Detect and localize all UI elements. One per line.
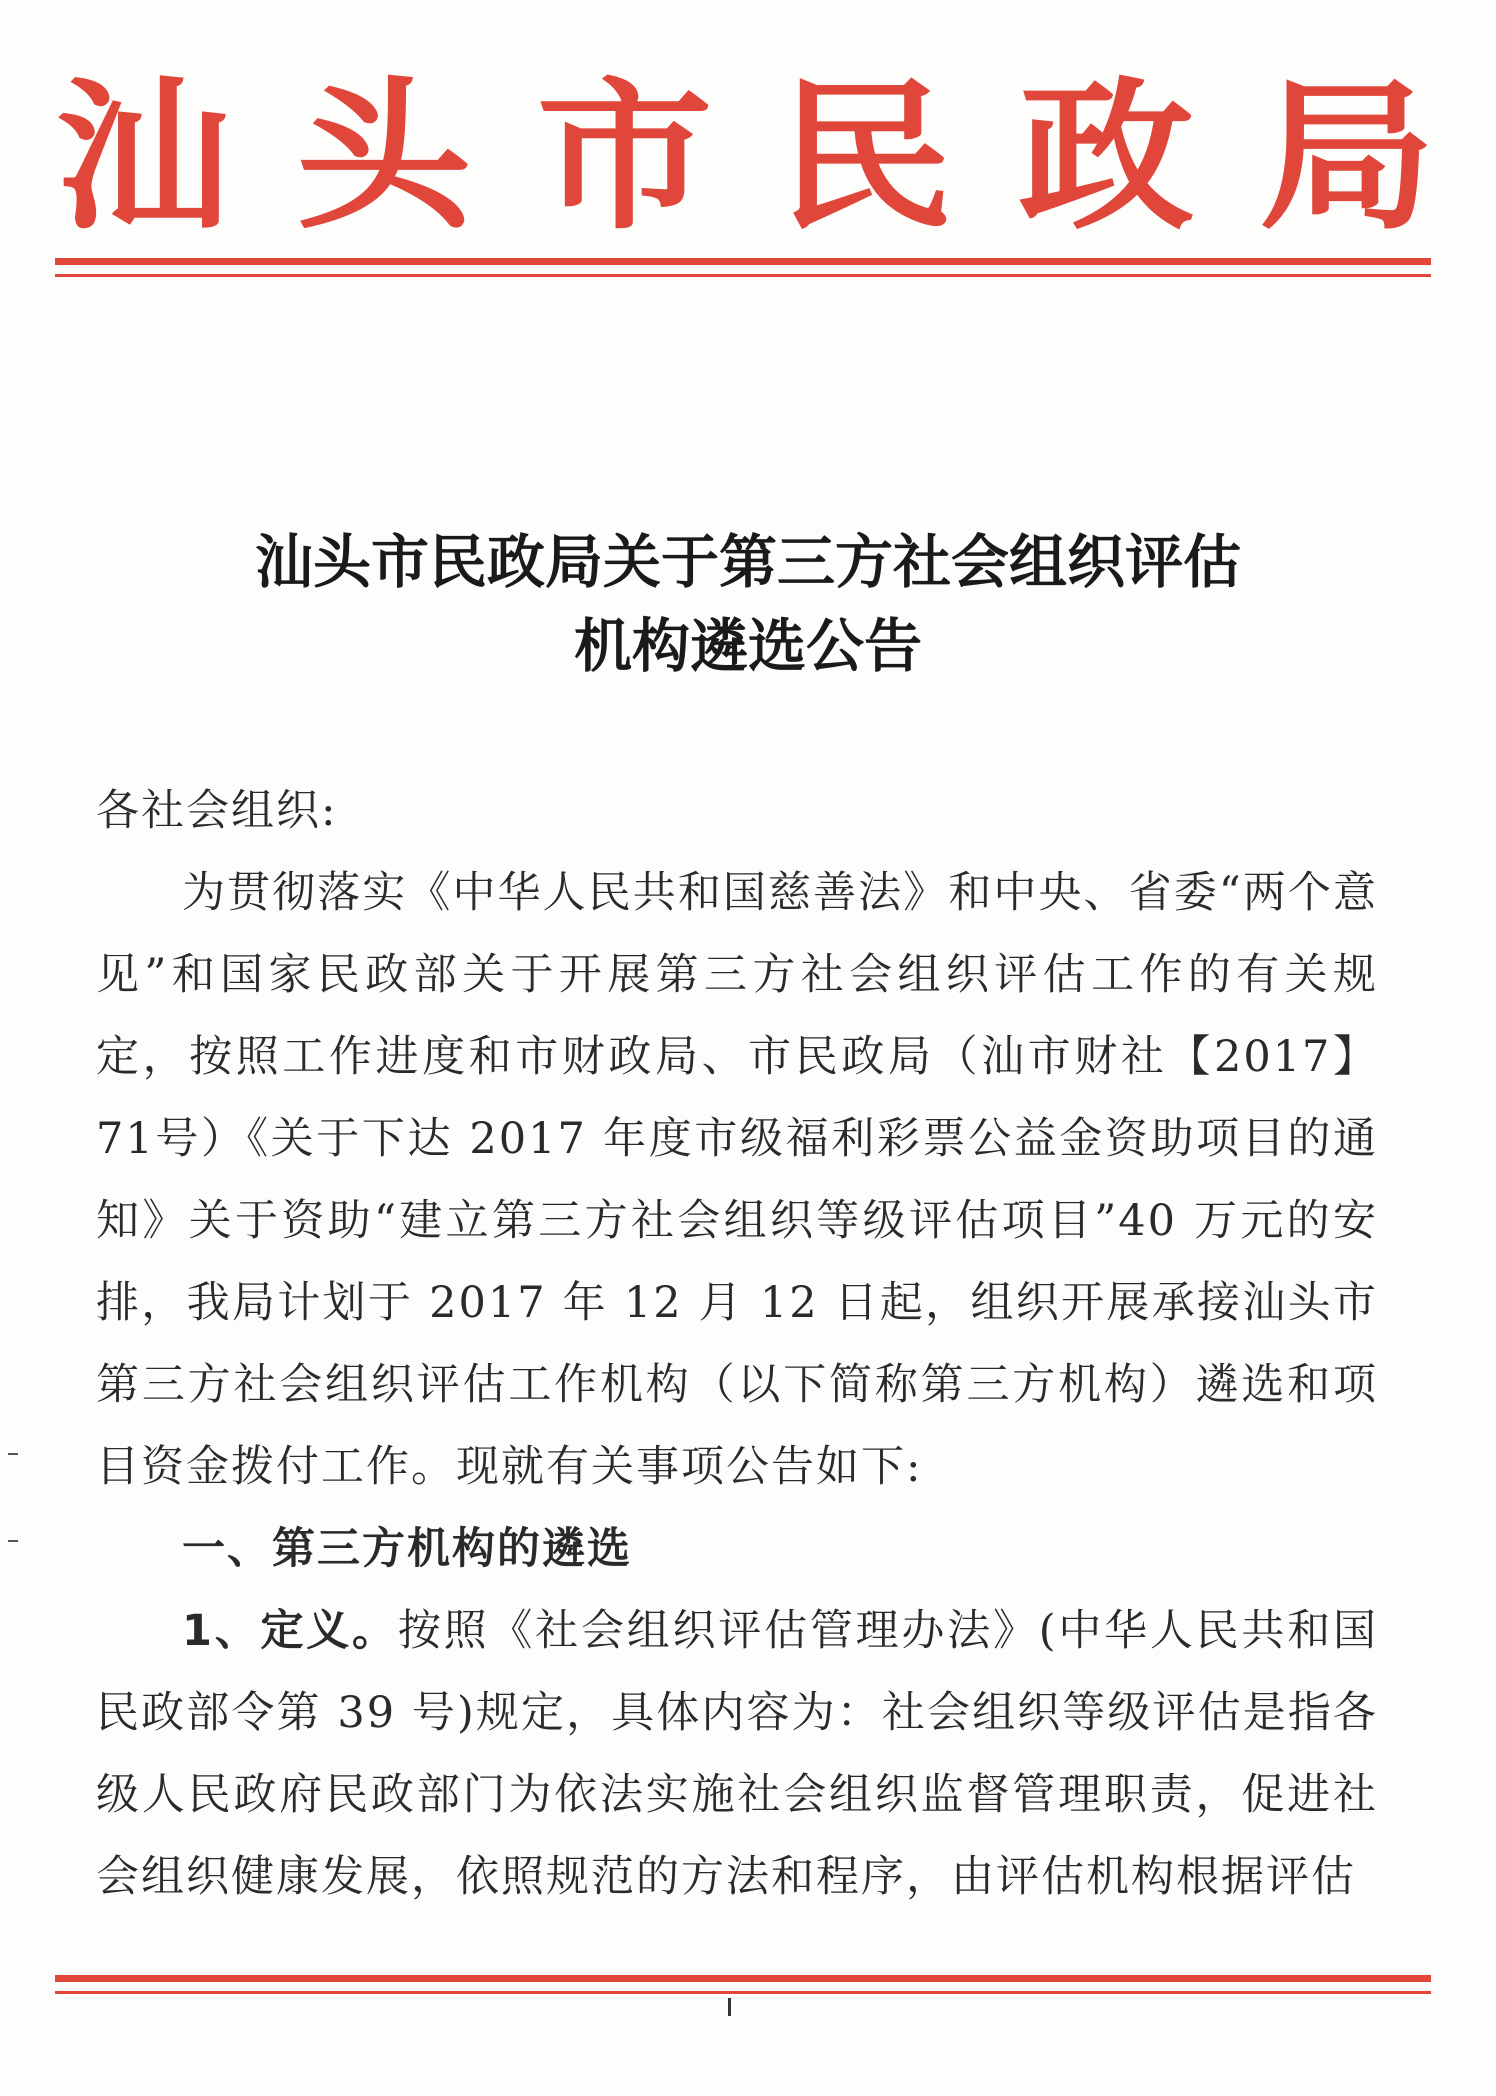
masthead-char: 民 [777, 61, 954, 252]
salutation: 各社会组织: [96, 786, 338, 836]
header-rule-thin [55, 274, 1431, 277]
document-body [96, 770, 1378, 1918]
masthead [55, 62, 1435, 252]
item-text: 按照《社会组织评估管理办法》(中华人民共和国民政部令第 39 号)规定，具体内容为：社会组织等级评估是指各级人民政府民政部门为依法实施社会组织监督管理职责，促进社会组织健康发展，依照规范的方法和程序，由评估机构根据评估 [96, 1606, 1378, 1902]
section-heading: 一、第三方机构的遴选 [182, 1524, 632, 1574]
masthead-char: 汕 [55, 61, 232, 252]
page-mark [728, 1998, 731, 2016]
title-line-1: 汕头市民政局关于第三方社会组织评估 [254, 528, 1241, 596]
document-title [100, 520, 1396, 688]
title-line-2: 机构遴选公告 [573, 612, 922, 680]
item-paragraph [96, 1590, 1378, 1918]
footer-rule-thick [55, 1975, 1431, 1982]
masthead-char: 头 [295, 61, 472, 252]
margin-tick [8, 1453, 18, 1455]
masthead-char: 政 [1018, 61, 1195, 252]
item-label: 1、定义。 [182, 1606, 398, 1656]
margin-tick [8, 1540, 18, 1542]
masthead-char: 市 [536, 61, 713, 252]
footer-rule-thin [55, 1991, 1431, 1994]
header-rule-thick [55, 258, 1431, 265]
intro-paragraph: 为贯彻落实《中华人民共和国慈善法》和中央、省委“两个意见”和国家民政部关于开展第三方社会组织评估工作的有关规定，按照工作进度和市财政局、市民政局（汕市财社【2017】71号）《关于下达 2017 年度市级福利彩票公益金资助项目的通知》关于资助“建立第三方社会组织等级评估项目”40 万元的安排，我局计划于 2017 年 12 月 12 日起，组织开展承接汕头市第三方社会组织评估工作机构（以下简称第三方机构）遴选和项目资金拨付工作。现就有关事项公告如下: [96, 868, 1378, 1492]
masthead-char: 局 [1258, 61, 1435, 252]
